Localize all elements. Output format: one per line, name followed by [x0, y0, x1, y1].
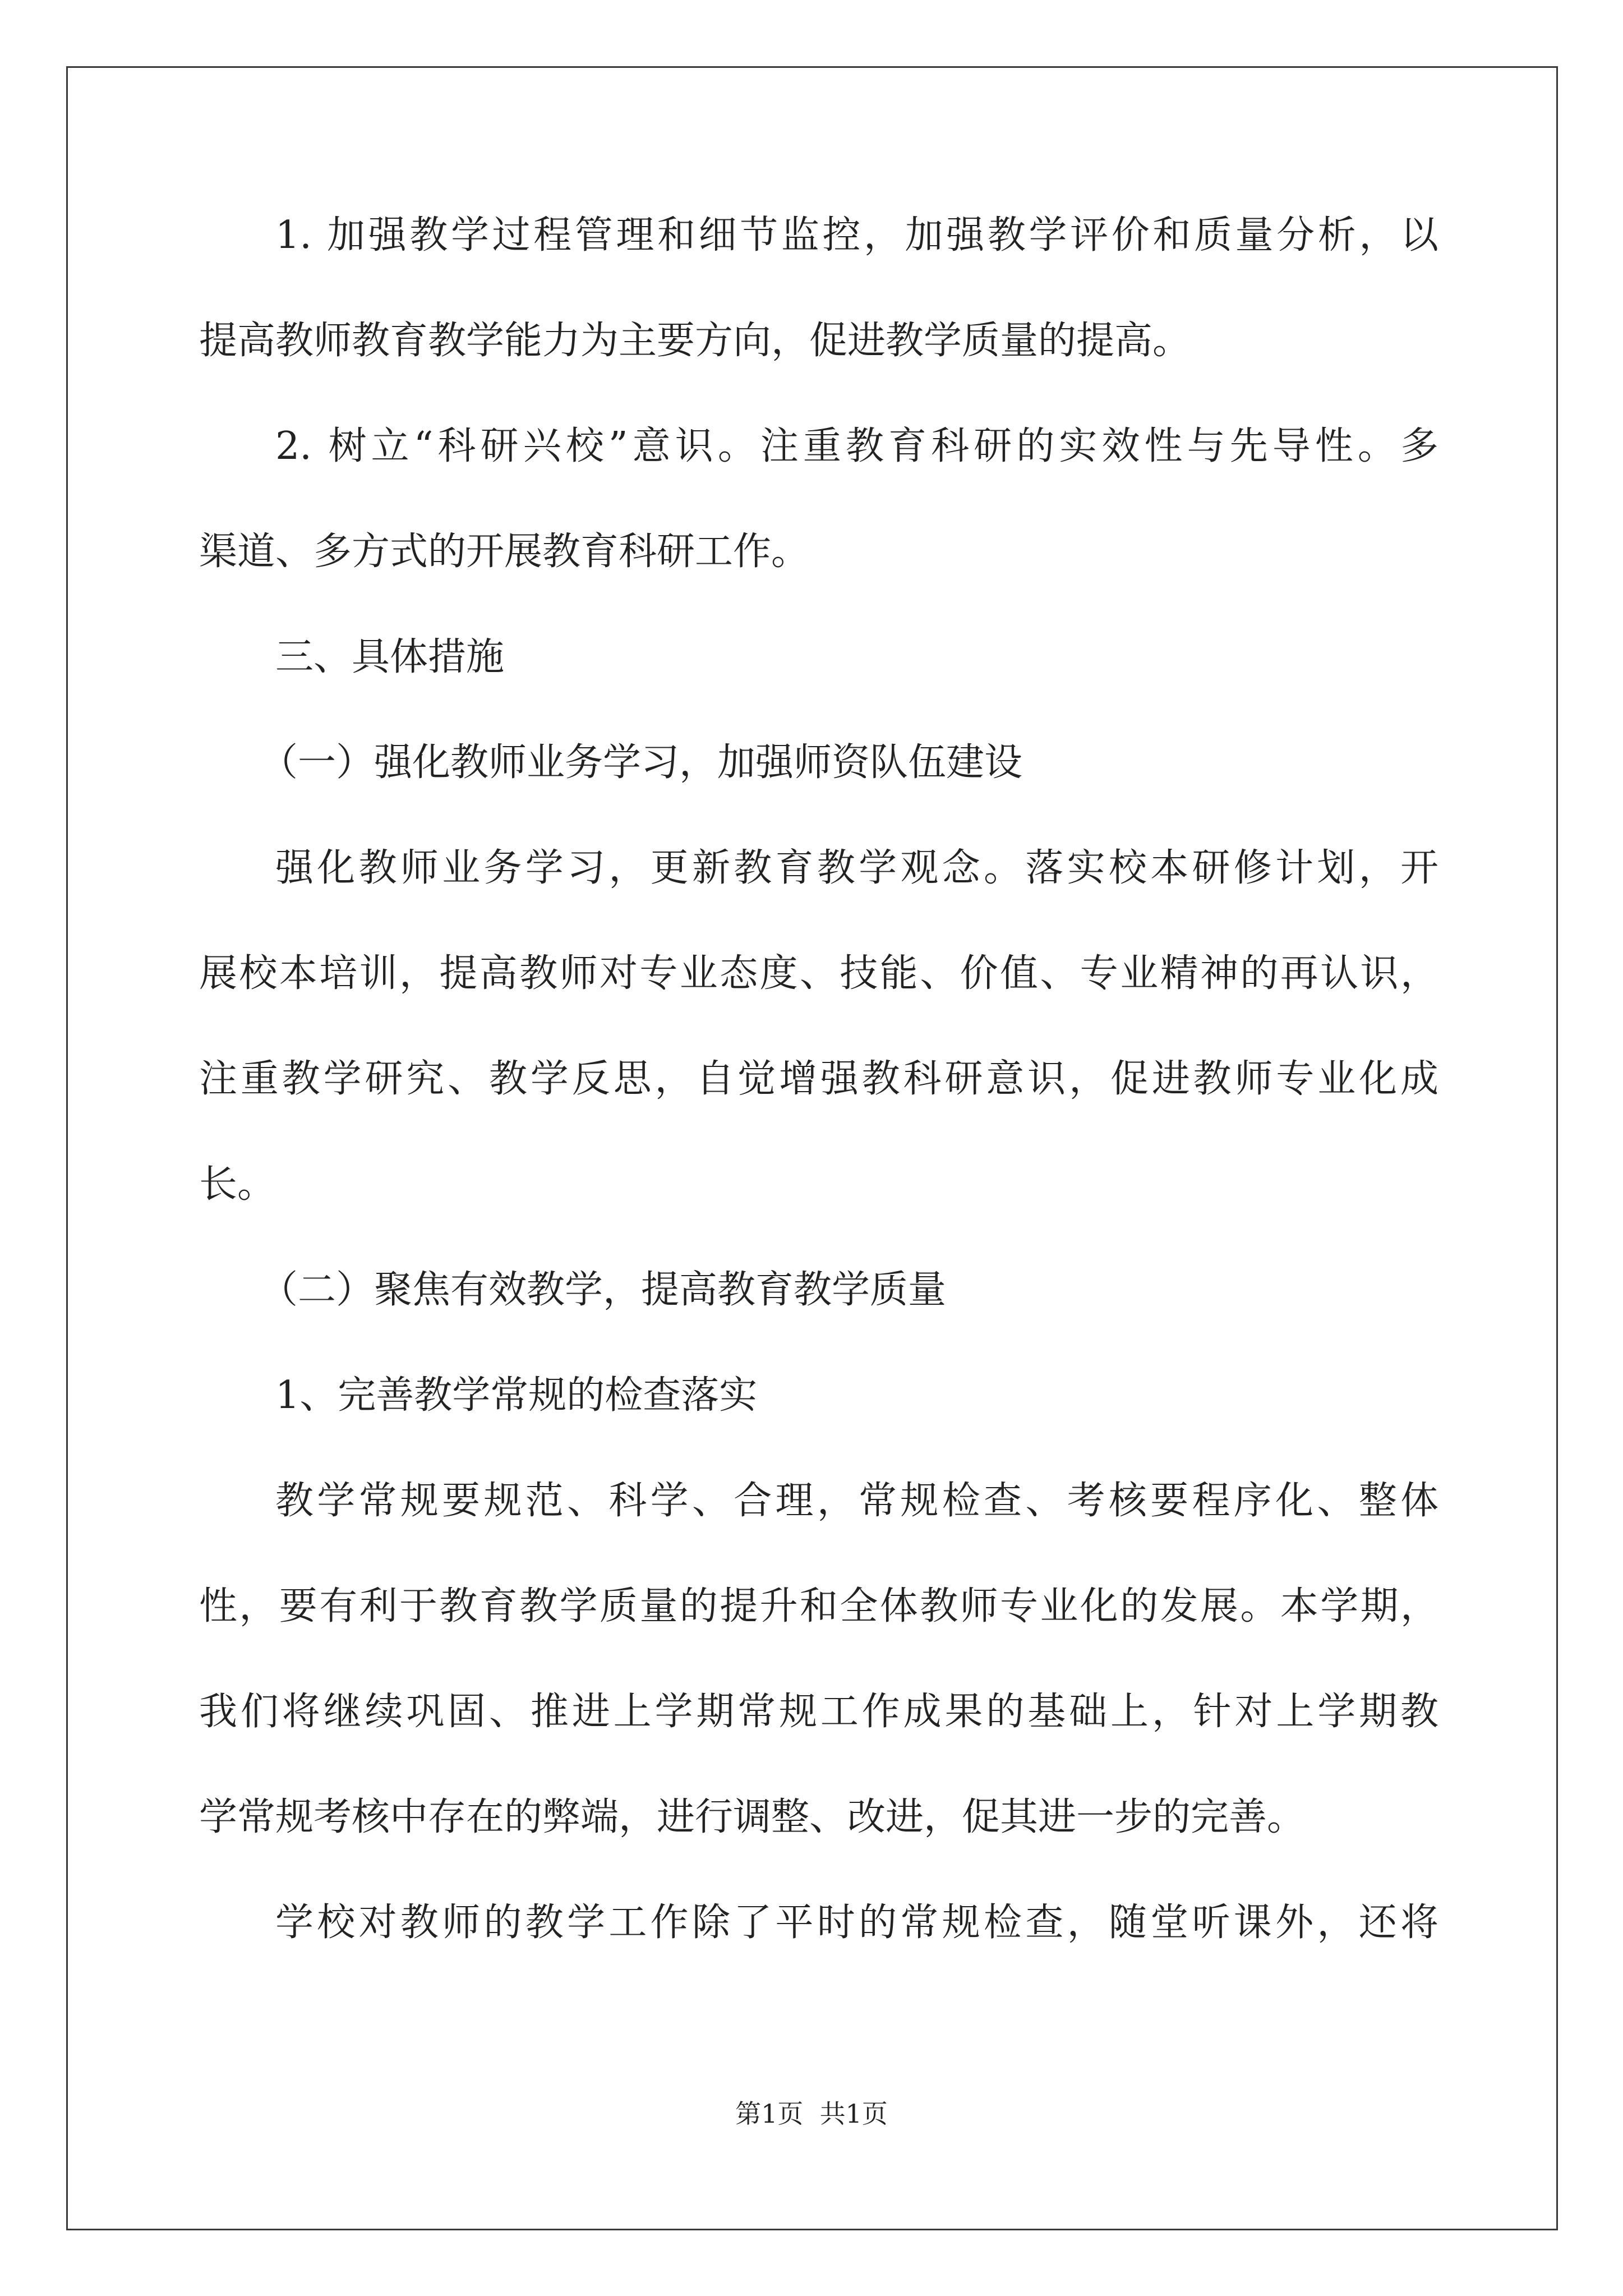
subsection-heading: （二）聚焦有效教学，提高教育教学质量: [260, 1268, 947, 1312]
paragraph-line: 2. 树立“科研兴校”意识。注重教育科研的实效性与先导性。多: [275, 424, 1438, 468]
paragraph-line: 学校对教师的教学工作除了平时的常规检查，随堂听课外，还将: [275, 1901, 1438, 1945]
page-number-footer: 第1页 共1页: [735, 2099, 888, 2129]
paragraph-line: 展校本培训，提高教师对专业态度、技能、价值、专业精神的再认识，: [199, 951, 1438, 996]
paragraph-line: 注重教学研究、教学反思，自觉增强教科研意识，促进教师专业化成: [199, 1057, 1438, 1101]
paragraph-line: 提高教师教育教学能力为主要方向，促进教学质量的提高。: [199, 319, 1191, 363]
paragraph-line: 性，要有利于教育教学质量的提升和全体教师专业化的发展。本学期，: [199, 1584, 1438, 1628]
section-heading: 三、具体措施: [275, 635, 505, 679]
paragraph-line: 学常规考核中存在的弊端，进行调整、改进，促其进一步的完善。: [199, 1795, 1306, 1839]
paragraph-line: 我们将继续巩固、推进上学期常规工作成果的基础上，针对上学期教: [199, 1690, 1438, 1734]
item-heading: 1、完善教学常规的检查落实: [275, 1373, 758, 1418]
paragraph-line: 渠道、多方式的开展教育科研工作。: [199, 530, 810, 574]
document-body: [199, 208, 1438, 2000]
paragraph-line: 强化教师业务学习，更新教育教学观念。落实校本研修计划，开: [275, 846, 1438, 890]
paragraph-line: 长。: [199, 1162, 276, 1207]
subsection-heading: （一）强化教师业务学习，加强师资队伍建设: [260, 740, 1023, 785]
paragraph-line: 1. 加强教学过程管理和细节监控，加强教学评价和质量分析，以: [275, 213, 1438, 257]
paragraph-line: 教学常规要规范、科学、合理，常规检查、考核要程序化、整体: [275, 1479, 1438, 1523]
